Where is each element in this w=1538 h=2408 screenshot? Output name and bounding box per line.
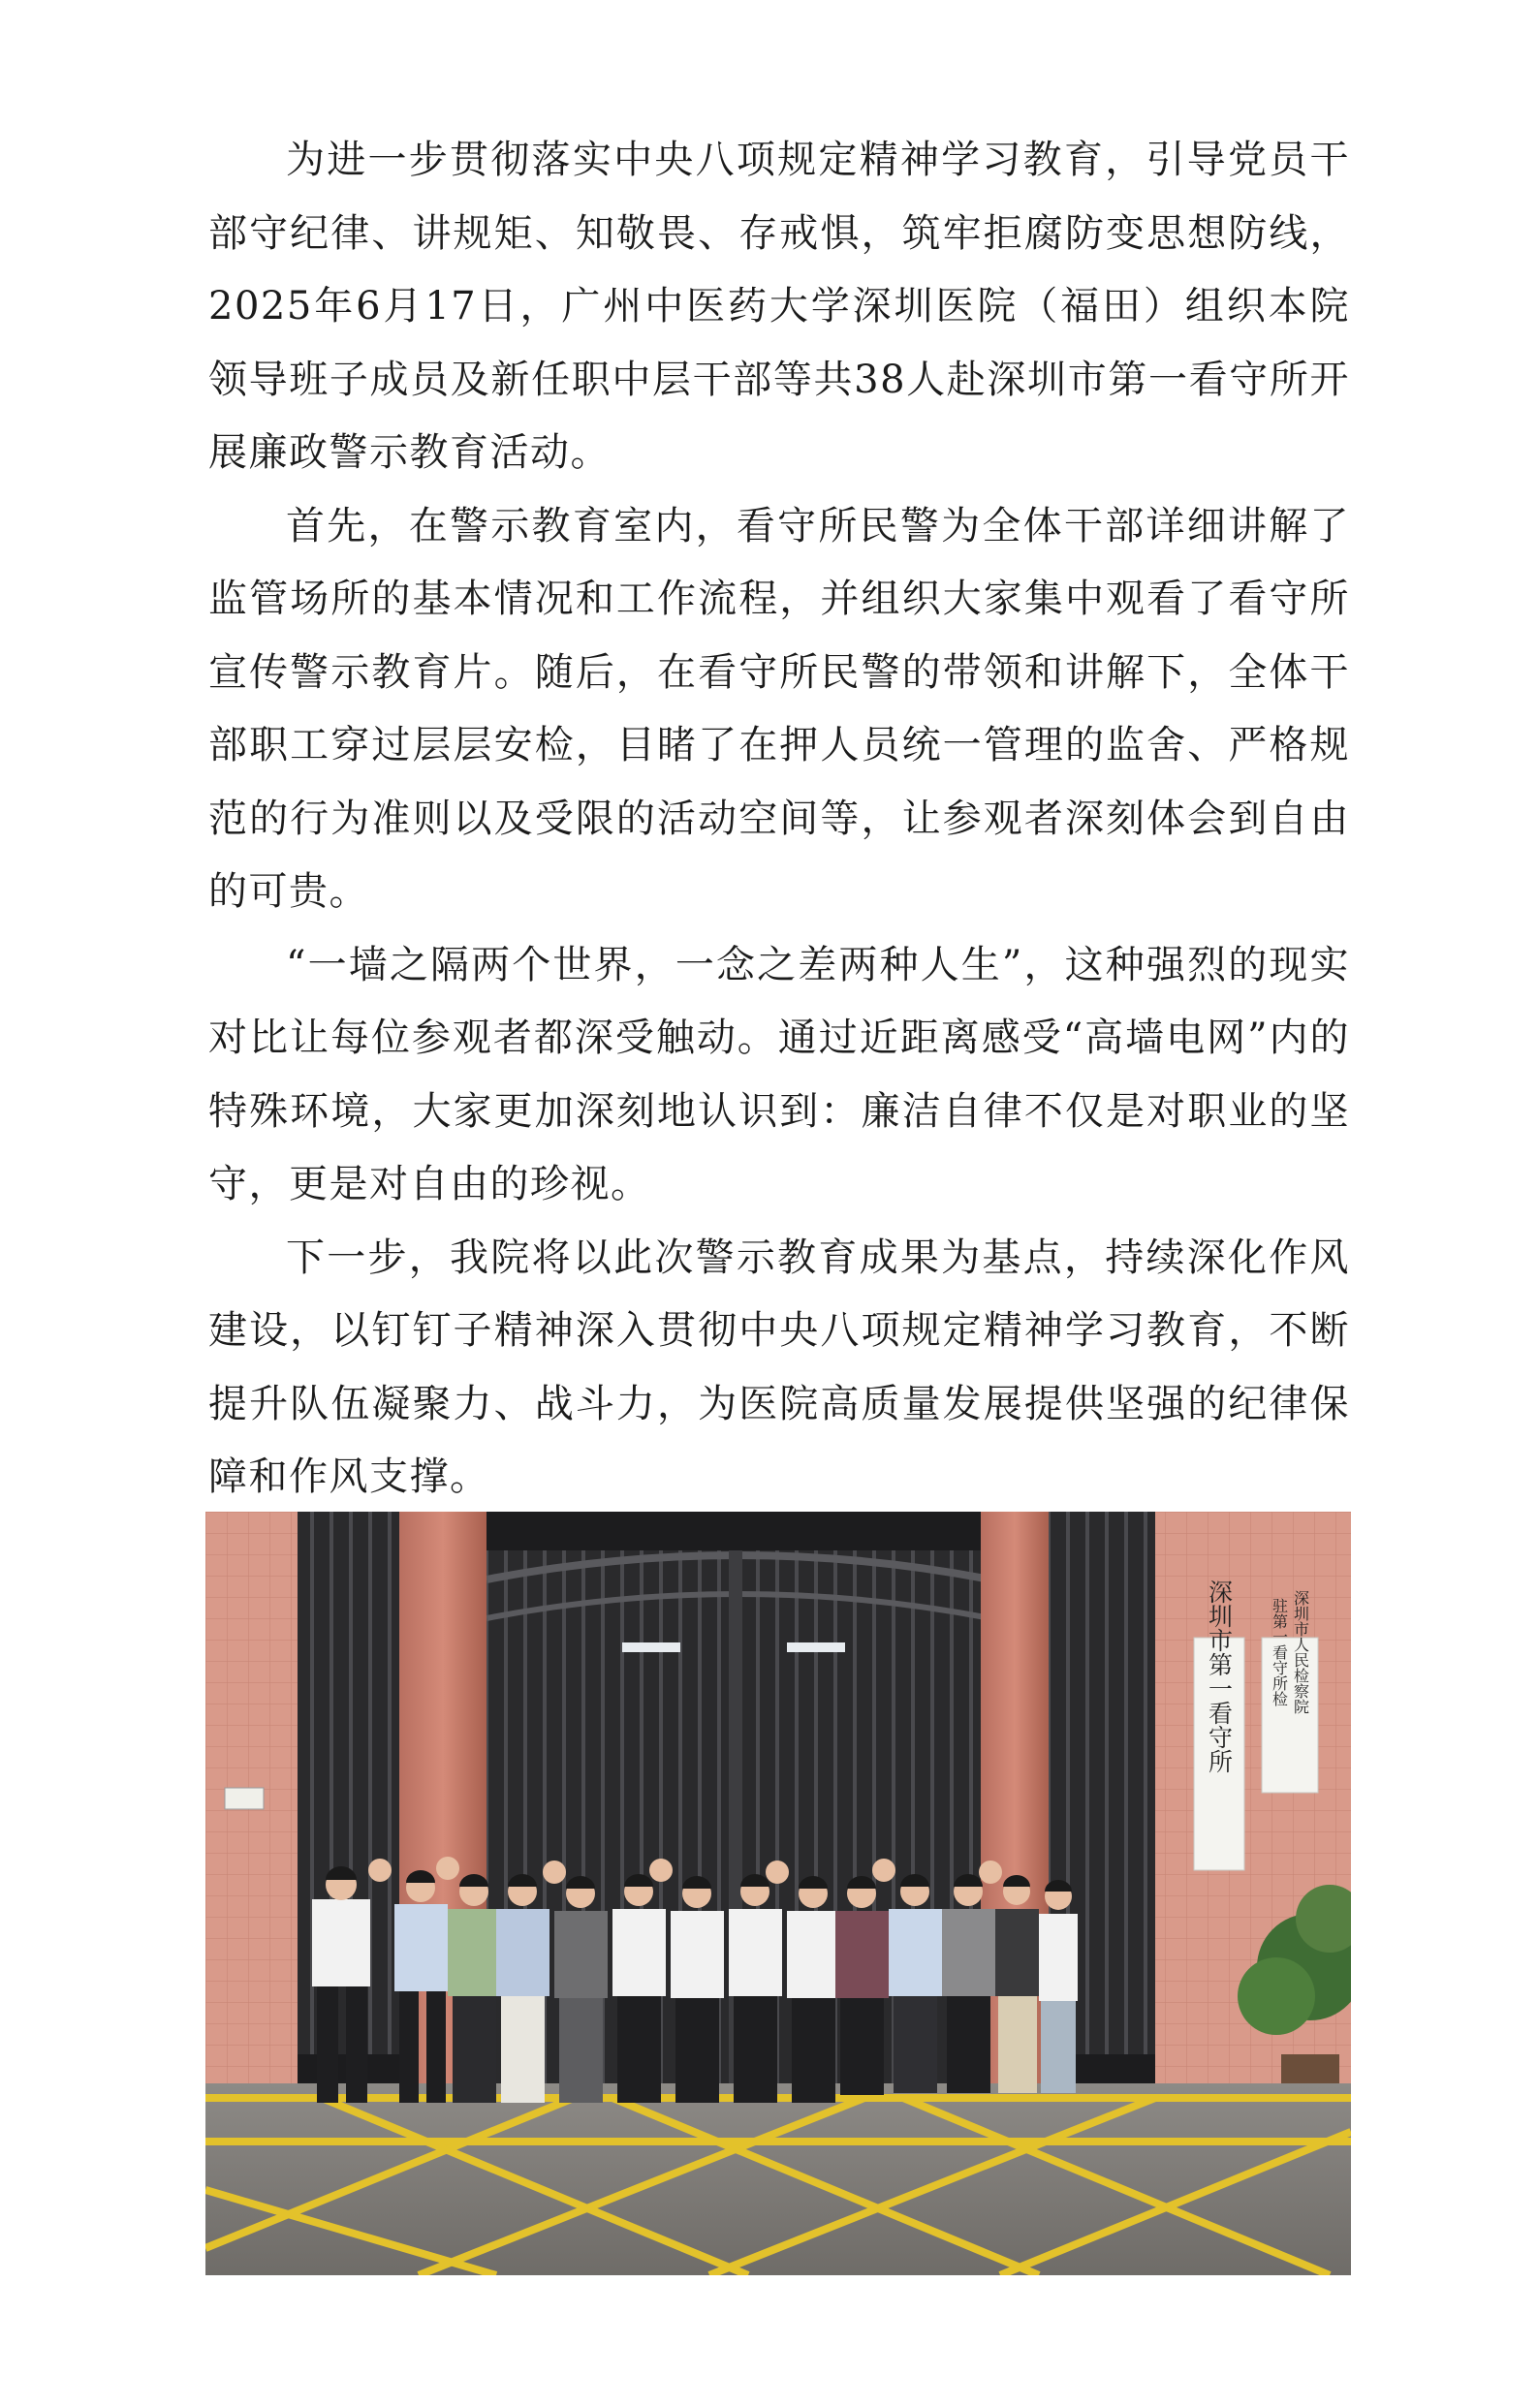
detention-center-sign: 深圳市第一看守所 [1205, 1579, 1234, 1773]
paragraph-reflection: “一墙之隔两个世界，一念之差两种人生”，这种强烈的现实对比让每位参观者都深受触动。通过近距离感受“高墙电网”内的特殊环境，大家更加深刻地认识到：廉洁自律不仅是对职业的坚守，更是对自由的珍视。 [208, 942, 1350, 1206]
procuratorate-sign-line1: 深圳市人民检察院 [1291, 1590, 1310, 1714]
paragraph-next-steps: 下一步，我院将以此次警示教育成果为基点，持续深化作风建设，以钉钉子精神深入贯彻中央八项规定精神学习教育，不断提升队伍凝聚力、战斗力，为医院高质量发展提供坚强的纪律保障和作风支撑。 [208, 1235, 1350, 1499]
paragraph-intro: 为进一步贯彻落实中央八项规定精神学习教育，引导党员干部守纪律、讲规矩、知敬畏、存戒惧，筑牢拒腐防变思想防线，2025年6月17日，广州中医药大学深圳医院（福田）组织本院领导班子成员及新任职中层干部等共38人赴深圳市第一看守所开展廉政警示教育活动。 [208, 138, 1350, 475]
paragraph-visit: 首先，在警示教育室内，看守所民警为全体干部详细讲解了监管场所的基本情况和工作流程，并组织大家集中观看了看守所宣传警示教育片。随后，在看守所民警的带领和讲解下，全体干部职工穿过层层安检，目睹了在押人员统一管理的监舍、严格规范的行为准则以及受限的活动空间等，让参观者深刻体会到自由的可贵。 [208, 503, 1350, 914]
group-of-people [312, 1857, 1078, 2103]
group-photo [205, 1512, 1351, 2275]
article-body [208, 124, 1350, 1515]
procuratorate-sign-line2: 驻第一看守所检 [1270, 1598, 1289, 1706]
